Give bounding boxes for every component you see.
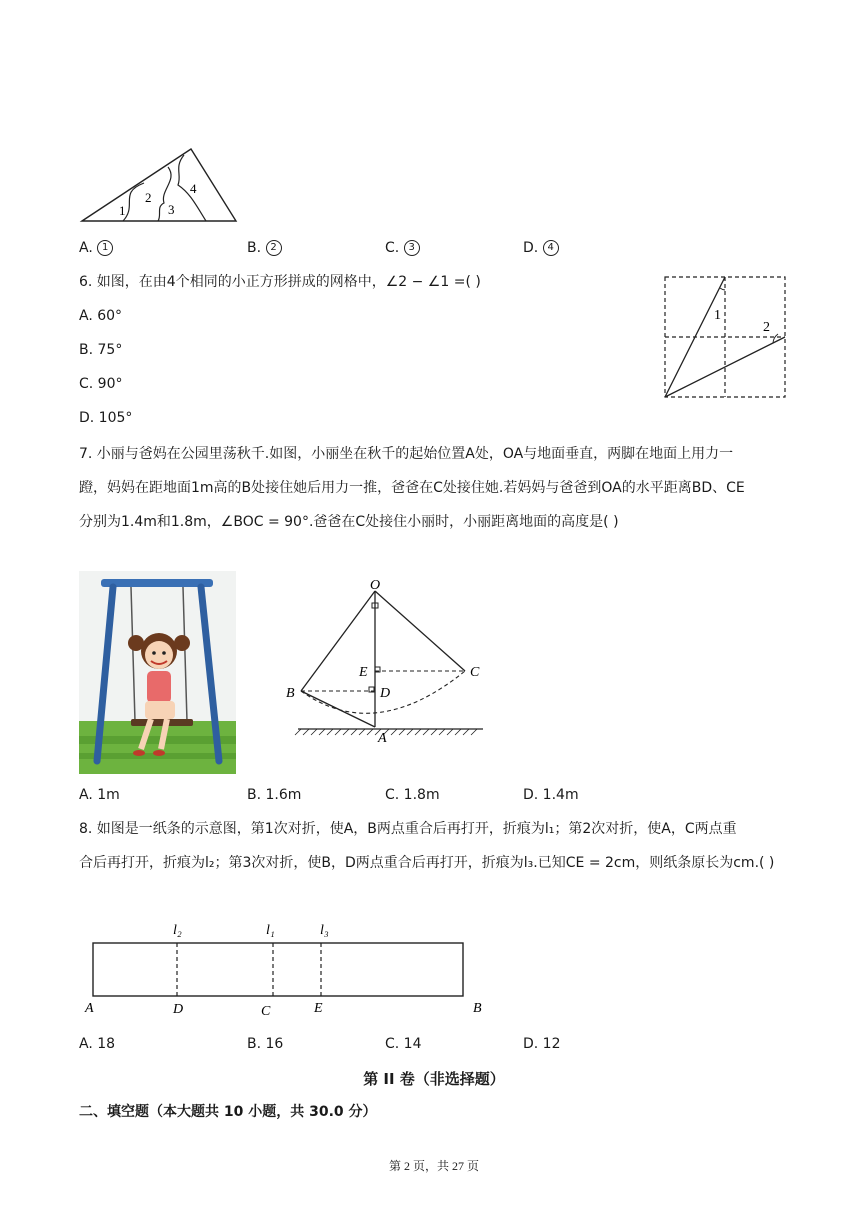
q5-label-3: 3 (168, 202, 175, 217)
q7-option-a: A. 1m (79, 787, 120, 803)
q8-label-e: E (314, 1001, 323, 1016)
q7-label-o: O (370, 579, 381, 593)
q5-label-2: 2 (145, 190, 152, 205)
q7-geometry-figure (283, 579, 493, 744)
page-footer: 第 2 页，共 27 页 (388, 1159, 479, 1173)
option-letter: D. (523, 240, 539, 256)
q5-option-b (247, 238, 282, 258)
q5-triangle-figure (78, 145, 243, 227)
q8-stem-line-1: 8. 如图是一纸条的示意图，第1次对折，使A，B两点重合后再打开，折痕为l₁；第2次对折，使A，C两点重 (79, 821, 737, 837)
q5-label-4: 4 (190, 181, 197, 196)
q6-option-d: D. 105° (79, 410, 133, 426)
q6-angle-2-label: 2 (763, 320, 770, 335)
part2-title: 第 II 卷（非选择题） (363, 1070, 505, 1088)
q6-option-c: C. 90° (79, 376, 123, 392)
q7-stem-line-1: 7. 小丽与爸妈在公园里荡秋千.如图，小丽坐在秋千的起始位置A处，OA与地面垂直，两脚在地面上用力一 (79, 446, 734, 462)
q5-label-1: 1 (119, 203, 126, 218)
q6-grid-figure (660, 272, 792, 402)
q5-option-d (523, 238, 559, 258)
circled-number-4: 4 (543, 240, 559, 256)
q8-label-a: A (85, 1001, 94, 1016)
circled-number-2: 2 (266, 240, 282, 256)
circled-number-3: 3 (404, 240, 420, 256)
q6-angle-1-label: 1 (714, 308, 721, 323)
q8-option-b: B. 16 (247, 1036, 284, 1052)
q7-label-d: D (380, 686, 391, 701)
q8-option-d: D. 12 (523, 1036, 561, 1052)
option-letter: C. (385, 240, 400, 256)
q6-option-a: A. 60° (79, 308, 123, 324)
q7-option-b: B. 1.6m (247, 787, 302, 803)
q6-stem: 6. 如图，在由4个相同的小正方形拼成的网格中，∠2 − ∠1 =( ) (79, 274, 481, 290)
circled-number-1: 1 (97, 240, 113, 256)
q7-label-c: C (470, 665, 480, 680)
q8-label-d: D (173, 1002, 184, 1017)
q8-label-l1: l₁ (266, 923, 275, 938)
q8-paper-strip-figure (79, 918, 499, 1022)
q6-option-b: B. 75° (79, 342, 123, 358)
q7-label-a: A (378, 731, 387, 744)
q8-stem-line-2: 合后再打开，折痕为l₂；第3次对折，使B，D两点重合后再打开，折痕为l₃.已知CE = 2cm，则纸条原长为cm.( ) (79, 855, 775, 871)
q7-stem-line-2: 蹬，妈妈在距地面1m高的B处接住她后用力一推，爸爸在C处接住她.若妈妈与爸爸到OA的水平距离BD、CE (79, 480, 745, 496)
q7-swing-illustration (79, 571, 236, 774)
q5-option-a (79, 238, 113, 258)
q8-label-l2: l₂ (173, 923, 182, 938)
section2-heading: 二、填空题（本大题共 10 小题，共 30.0 分） (79, 1104, 377, 1120)
q8-label-c: C (261, 1004, 271, 1019)
q7-option-c: C. 1.8m (385, 787, 440, 803)
option-letter: B. (247, 240, 262, 256)
q8-option-c: C. 14 (385, 1036, 422, 1052)
q7-label-e: E (359, 665, 368, 680)
q7-stem-line-3: 分别为1.4m和1.8m，∠BOC = 90°.爸爸在C处接住小丽时，小丽距离地面的高度是( ) (79, 514, 619, 530)
q8-option-a: A. 18 (79, 1036, 116, 1052)
q7-option-d: D. 1.4m (523, 787, 579, 803)
q5-option-c (385, 238, 420, 258)
q8-label-l3: l₃ (320, 923, 329, 938)
q8-label-b: B (473, 1001, 482, 1016)
q7-label-b: B (286, 686, 295, 701)
option-letter: A. (79, 240, 93, 256)
